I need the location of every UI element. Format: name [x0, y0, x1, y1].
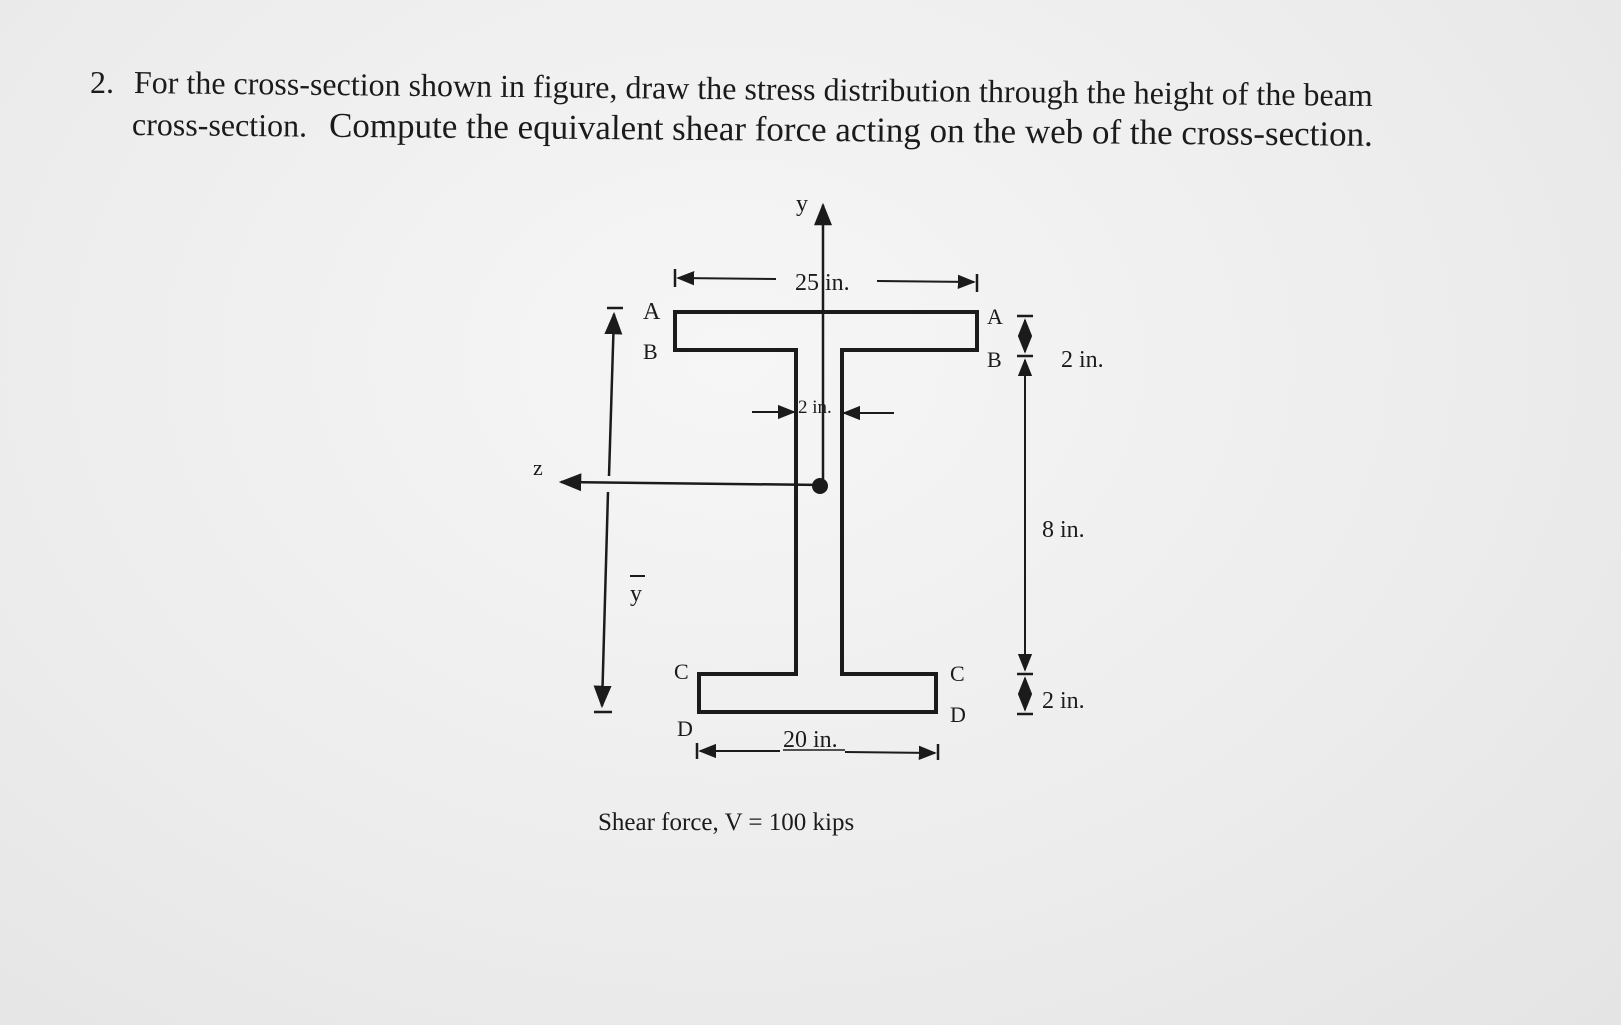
- web-height-label: 8 in.: [1042, 517, 1085, 543]
- problem-text-line-1: For the cross-section shown in figure, draw the stress distribution through the height of the beam: [133, 64, 1373, 113]
- point-label-c-left: C: [674, 659, 689, 684]
- point-label-d-right: D: [950, 702, 966, 727]
- point-label-c-right: C: [950, 661, 965, 686]
- ybar-dimension-lower: [602, 492, 608, 706]
- problem-number: 2.: [90, 64, 114, 100]
- bottom-flange-width-label: 20 in.: [783, 727, 838, 753]
- top-flange-thickness-label: 2 in.: [1061, 347, 1104, 373]
- i-beam-outline: [675, 312, 977, 712]
- top-width-arrow-right: [877, 281, 974, 282]
- z-axis-label: z: [533, 455, 543, 480]
- web-thickness-label: 2 in.: [798, 397, 832, 418]
- problem-text-line-2b: Compute the equivalent shear force acting on the web of the cross-section.: [328, 105, 1374, 154]
- centroid-dot: [812, 478, 828, 494]
- point-label-b-right: B: [987, 347, 1002, 372]
- top-width-arrow-left: [678, 278, 776, 279]
- bottom-width-arrow-right: [845, 752, 935, 753]
- point-label-a-left: A: [643, 299, 661, 325]
- top-flange-width-label: 25 in.: [795, 270, 850, 296]
- shear-force-caption: Shear force, V = 100 kips: [598, 809, 855, 836]
- point-label-b-left: B: [643, 339, 658, 364]
- ybar-dimension-upper: [609, 314, 614, 476]
- bottom-flange-thickness-label: 2 in.: [1042, 688, 1085, 714]
- problem-text-line-2a: cross-section.: [131, 106, 308, 144]
- y-axis-label: y: [796, 191, 808, 217]
- point-label-a-right: A: [987, 304, 1003, 329]
- ybar-label: y: [630, 581, 642, 607]
- z-axis-line: [561, 482, 823, 485]
- point-label-d-left: D: [677, 716, 693, 741]
